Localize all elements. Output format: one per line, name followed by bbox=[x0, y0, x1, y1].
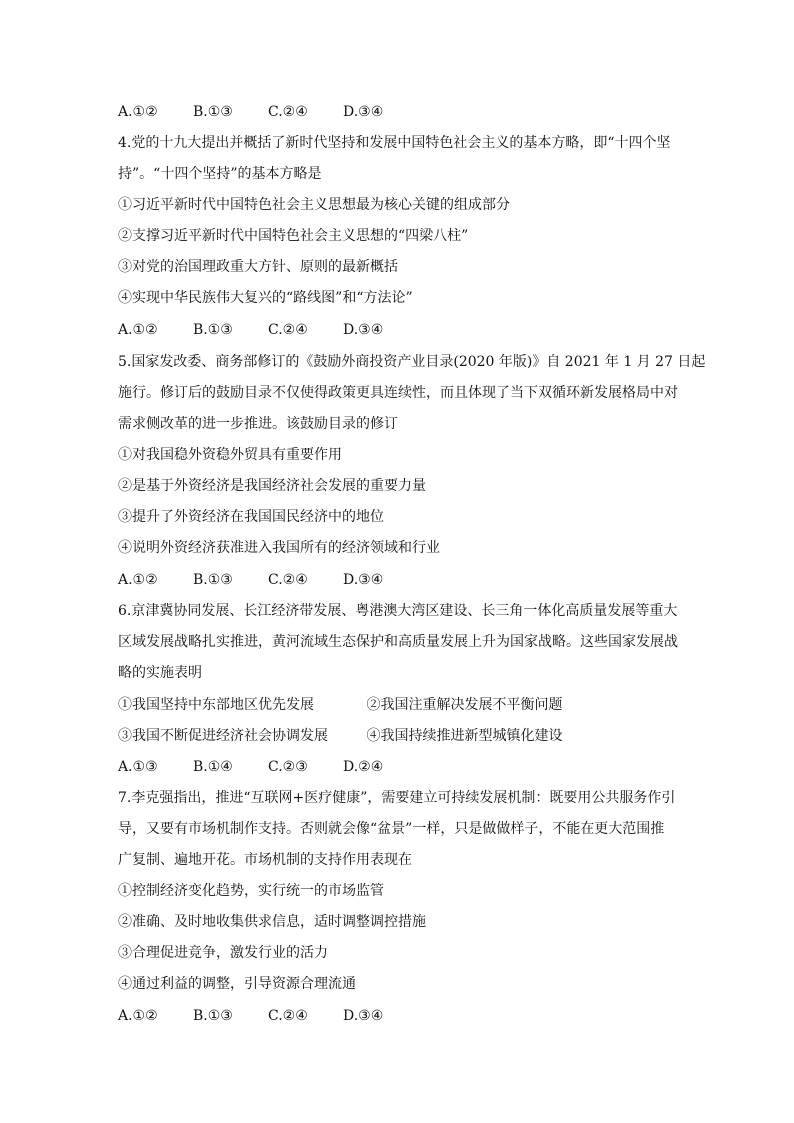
q5-option-c: C.②④ bbox=[268, 572, 308, 588]
q3-option-b: B.①③ bbox=[193, 104, 233, 120]
q4-option-a: A.①② bbox=[118, 322, 158, 338]
q4-stem-line-1: 4.党的十九大提出并概括了新时代坚持和发展中国特色社会主义的基本方略，即“十四个坚 bbox=[118, 135, 671, 151]
q4-item-4: ④实现中华民族伟大复兴的“路线图”和“方法论” bbox=[118, 290, 413, 306]
q6-option-a: A.①③ bbox=[118, 759, 158, 775]
q6-item-2: ②我国注重解决发展不平衡问题 bbox=[366, 697, 563, 713]
q5-option-d: D.③④ bbox=[343, 572, 384, 588]
q5-options bbox=[118, 570, 678, 590]
q5-option-a: A.①② bbox=[118, 572, 158, 588]
q6-stem-line-1: 6.京津冀协同发展、长江经济带发展、粤港澳大湾区建设、长三角一体化高质量发展等重大 bbox=[118, 603, 678, 619]
q4-item-2: ②支撑习近平新时代中国特色社会主义思想的“四梁八柱” bbox=[118, 228, 469, 244]
q7-option-c: C.②④ bbox=[268, 1008, 308, 1024]
q6-option-d: D.②④ bbox=[343, 759, 384, 775]
q4-item-1: ①习近平新时代中国特色社会主义思想最为核心关键的组成部分 bbox=[118, 197, 510, 213]
q3-option-d: D.③④ bbox=[343, 104, 384, 120]
q5-stem-line-3: 需求侧改革的进一步推进。该鼓励目录的修订 bbox=[118, 416, 398, 432]
q3-option-a: A.①② bbox=[118, 104, 158, 120]
q5-item-3: ③提升了外资经济在我国国民经济中的地位 bbox=[118, 509, 384, 525]
q7-stem-line-2: 导，又要有市场机制作支持。否则就会像“盆景”一样，只是做做样子，不能在更大范围推 bbox=[118, 821, 665, 837]
q6-option-b: B.①④ bbox=[193, 759, 233, 775]
q6-items-row-1 bbox=[118, 695, 678, 715]
q3-options bbox=[118, 102, 678, 122]
q4-option-b: B.①③ bbox=[193, 322, 233, 338]
q6-item-3: ③我国不断促进经济社会协调发展 bbox=[118, 728, 328, 744]
q4-option-d: D.③④ bbox=[343, 322, 384, 338]
q5-stem-line-2: 施行。修订后的鼓励目录不仅使得政策更具连续性，而且体现了当下双循环新发展格局中对 bbox=[118, 385, 678, 401]
q7-option-b: B.①③ bbox=[193, 1008, 233, 1024]
q6-option-c: C.②③ bbox=[268, 759, 308, 775]
q5-item-1: ①对我国稳外资稳外贸具有重要作用 bbox=[118, 447, 342, 463]
q4-options bbox=[118, 320, 678, 340]
q7-option-d: D.③④ bbox=[343, 1008, 384, 1024]
q4-option-c: C.②④ bbox=[268, 322, 308, 338]
q7-item-4: ④通过利益的调整，引导资源合理流通 bbox=[118, 976, 356, 992]
q7-item-2: ②准确、及时地收集供求信息，适时调整调控措施 bbox=[118, 914, 426, 930]
q6-options bbox=[118, 757, 678, 777]
q7-options bbox=[118, 1006, 678, 1026]
q7-item-1: ①控制经济变化趋势，实行统一的市场监管 bbox=[118, 883, 384, 899]
q5-item-4: ④说明外资经济获准进入我国所有的经济领域和行业 bbox=[118, 540, 440, 556]
q5-item-2: ②是基于外资经济是我国经济社会发展的重要力量 bbox=[118, 478, 426, 494]
q6-stem-line-2: 区域发展战略扎实推进，黄河流域生态保护和高质量发展上升为国家战略。这些国家发展战 bbox=[118, 634, 678, 650]
q7-stem-line-1: 7.李克强指出，推进“互联网+医疗健康”，需要建立可持续发展机制：既要用公共服务作引 bbox=[118, 790, 676, 806]
q4-stem-line-2: 持”。“十四个坚持”的基本方略是 bbox=[118, 166, 322, 182]
q6-item-4: ④我国持续推进新型城镇化建设 bbox=[366, 728, 563, 744]
q6-item-1: ①我国坚持中东部地区优先发展 bbox=[118, 697, 314, 713]
q5-stem-line-1: 5.国家发改委、商务部修订的《鼓励外商投资产业目录(2020 年版)》自 2021 年 1 月 27 日起 bbox=[118, 354, 706, 370]
q7-option-a: A.①② bbox=[118, 1008, 158, 1024]
q6-items-row-2 bbox=[118, 726, 678, 746]
q4-item-3: ③对党的治国理政重大方针、原则的最新概括 bbox=[118, 259, 398, 275]
q3-option-c: C.②④ bbox=[268, 104, 308, 120]
q7-stem-line-3: 广复制、遍地开花。市场机制的支持作用表现在 bbox=[118, 852, 412, 868]
q7-item-3: ③合理促进竞争，激发行业的活力 bbox=[118, 945, 328, 961]
q6-stem-line-3: 略的实施表明 bbox=[118, 665, 202, 681]
q5-option-b: B.①③ bbox=[193, 572, 233, 588]
